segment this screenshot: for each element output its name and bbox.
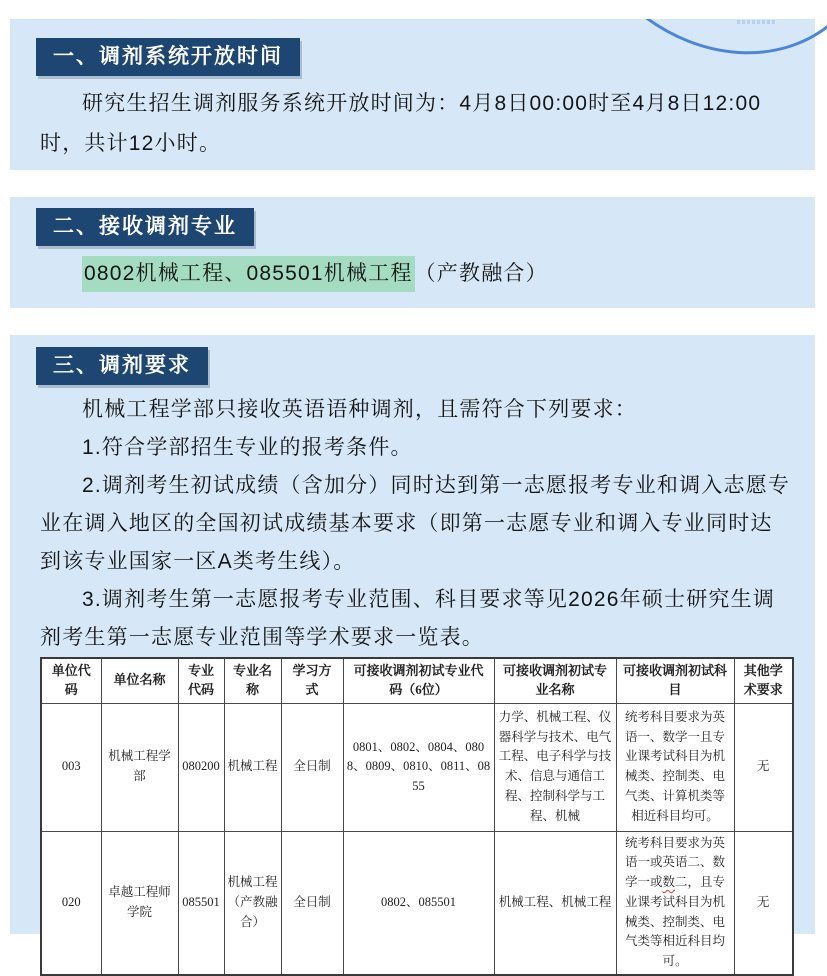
column-header-major-name: 专业名称 (224, 658, 281, 703)
table-row (41, 703, 793, 831)
section-requirements (10, 335, 815, 969)
column-header-unit-name: 单位名称 (101, 658, 178, 703)
column-header-study-mode: 学习方式 (281, 658, 343, 703)
section-3-heading (36, 347, 208, 385)
requirement-item-2: 2.调剂考生初试成绩（含加分）同时达到第一志愿报考专业和调入志愿专业在调入地区的全国初试成绩基本要求（即第一志愿专业和调入专业同时达到该专业国家一区A类考生线）。 (40, 474, 791, 573)
table-cell: 机械工程 (224, 703, 281, 831)
table-cell: 卓越工程师学院 (101, 831, 178, 975)
subject-text-suffix: 二，且专业课考试科目为机械类、控制类、电气类等相近科目均可。 (624, 875, 726, 969)
section-1-title: 一、调剂系统开放时间 (53, 45, 283, 68)
majors-suffix: （产教融合） (414, 262, 548, 285)
table-cell: 机械工程学部 (101, 703, 178, 831)
table-cell-exam-subjects (616, 831, 734, 975)
spellcheck-underlined-char: 数 (662, 875, 675, 890)
column-header-accepted-codes: 可接收调剂初试专业代码（6位） (343, 658, 494, 703)
table-cell: 0801、0802、0804、0808、0809、0810、0811、0855 (343, 703, 494, 831)
table-header-row (41, 658, 793, 703)
highlighted-majors: 0802机械工程、085501机械工程 (82, 256, 415, 292)
table-cell: 085501 (178, 831, 224, 975)
requirement-item-3: 3.调剂考生第一志愿报考专业范围、科目要求等见2026年硕士研究生调剂考生第一志愿专业范围等学术要求一览表。 (40, 588, 776, 649)
section-accepted-majors (10, 197, 815, 308)
table-cell: 无 (734, 831, 793, 975)
subject-text-prefix: 统考科目要求为英语一或英语二、数学一或 (624, 835, 725, 890)
requirement-item-1: 1.符合学部招生专业的报考条件。 (82, 436, 413, 459)
column-header-exam-subjects: 可接收调剂初试科目 (616, 658, 734, 703)
column-header-unit-code: 单位代码 (41, 658, 101, 703)
section-2-title: 二、接收调剂专业 (53, 215, 237, 238)
majors-line (40, 254, 791, 294)
table-row (41, 831, 793, 975)
table-cell: 080200 (178, 703, 224, 831)
column-header-major-code: 专业代码 (178, 658, 224, 703)
section-open-time (10, 19, 815, 170)
table-cell: 020 (41, 831, 101, 975)
section-3-title: 三、调剂要求 (53, 354, 191, 377)
table-cell: 机械工程、机械工程 (494, 831, 616, 975)
transfer-majors-table (40, 657, 794, 976)
table-cell: 机械工程（产教融合） (224, 831, 281, 975)
cropped-logo-fragment (737, 20, 775, 24)
section-2-heading (36, 208, 254, 246)
column-header-accepted-names: 可接收调剂初试专业名称 (494, 658, 616, 703)
section-1-heading (36, 38, 300, 76)
article-page (0, 19, 827, 969)
table-cell: 全日制 (281, 703, 343, 831)
table-cell: 全日制 (281, 831, 343, 975)
table-cell: 力学、机械工程、仪器科学与技术、电气工程、电子科学与技术、信息与通信工程、控制科学与工程、机械 (494, 703, 616, 831)
open-time-paragraph: 研究生招生调剂服务系统开放时间为：4月8日00:00时至4月8日12:00时，共计12小时。 (40, 92, 762, 155)
table-cell: 无 (734, 703, 793, 831)
table-cell: 003 (41, 703, 101, 831)
table-cell: 统考科目要求为英语一、数学一且专业课考试科目为机械类、控制类、电气类、计算机类等相近科目均可。 (616, 703, 734, 831)
column-header-other-req: 其他学术要求 (734, 658, 793, 703)
requirement-intro: 机械工程学部只接收英语语种调剂，且需符合下列要求： (82, 398, 637, 421)
table-cell: 0802、085501 (343, 831, 494, 975)
